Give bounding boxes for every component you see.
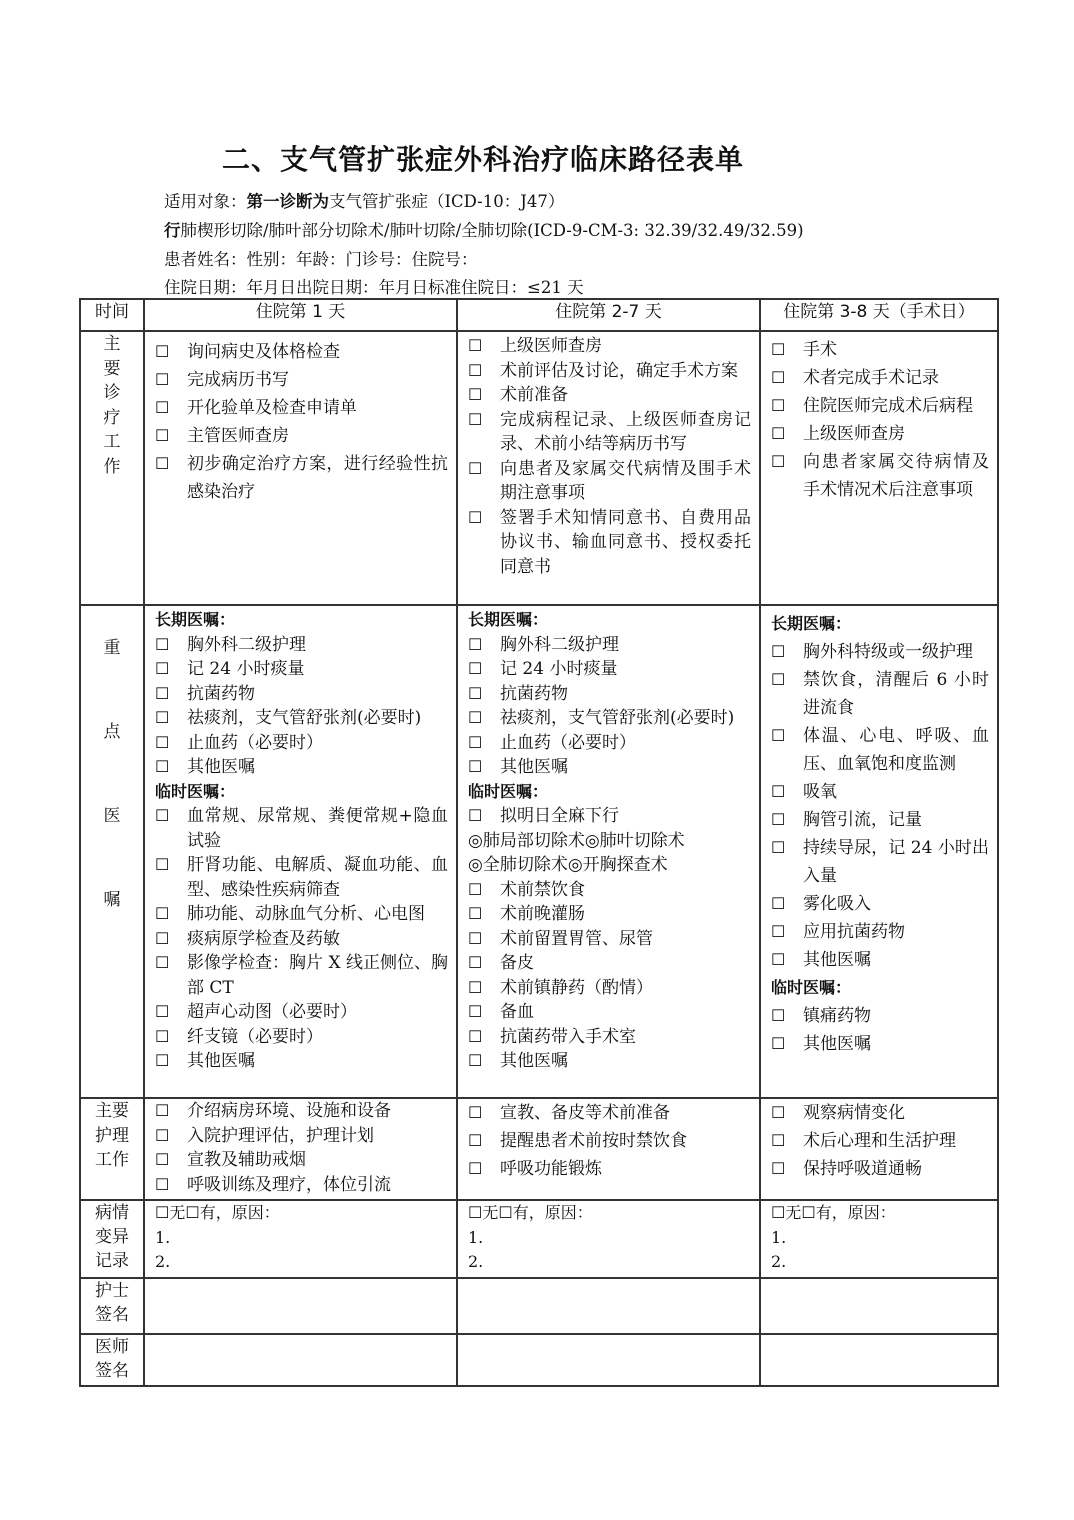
item-text: 其他医嘱: [500, 757, 568, 777]
doctor-sign-row: [80, 1334, 998, 1386]
checkbox-icon[interactable]: ☐: [155, 904, 170, 923]
item-text: 超声心动图（必要时）: [187, 1002, 357, 1022]
checkbox-icon[interactable]: ☐: [155, 426, 170, 445]
list-item: [155, 755, 448, 780]
item-text: 术后心理和生活护理: [803, 1131, 956, 1151]
item-text: 肺功能、动脉血气分析、心电图: [187, 904, 425, 924]
orders-day2-7: [457, 605, 760, 1098]
list-item: [155, 657, 448, 682]
item-text: 禁饮食，清醒后 6 小时进流食: [803, 670, 989, 718]
checkbox-icon[interactable]: ☐: [468, 458, 483, 478]
list-item: [468, 1025, 751, 1050]
item-text: 胸外科二级护理: [500, 634, 619, 655]
nursing-day2-7: [457, 1098, 760, 1200]
checkbox-icon[interactable]: ☐: [468, 336, 483, 355]
checkbox-icon[interactable]: ☐: [771, 726, 786, 745]
list-item: [468, 359, 751, 384]
item-text: 术前禁饮食: [500, 879, 585, 900]
variation-day1: [144, 1200, 457, 1278]
item-text: 保持呼吸道通畅: [803, 1159, 922, 1179]
orders-day1: [144, 605, 457, 1098]
item-text: 宣教及辅助戒烟: [187, 1150, 306, 1170]
item-text: 询问病史及体格检查: [187, 342, 340, 362]
checkbox-icon[interactable]: ☐: [155, 659, 170, 678]
nurse-sign-day2-7[interactable]: [457, 1278, 760, 1334]
checkbox-icon[interactable]: ☐: [155, 1125, 170, 1145]
reason-1: 1.: [468, 1227, 484, 1247]
checkbox-icon[interactable]: ☐: [468, 1026, 483, 1046]
list-item: [771, 722, 989, 778]
checkbox-icon[interactable]: ☐: [468, 659, 483, 678]
list-item: [771, 1030, 989, 1058]
item-text: 雾化吸入: [803, 894, 871, 914]
temporary-orders-label: 临时医嘱：: [468, 781, 549, 801]
procedure-text: 肺楔形切除/肺叶部分切除术/肺叶切除/全肺切除(ICD-9-CM-3: 32.39/32.49/32.59): [180, 221, 804, 240]
item-text: 应用抗菌药物: [803, 922, 905, 942]
checkbox-icon[interactable]: ☐: [771, 1006, 786, 1025]
item-text: 记 24 小时痰量: [500, 659, 618, 679]
item-text: 备血: [500, 1002, 534, 1022]
list-item: [155, 1025, 448, 1050]
list-item: [771, 336, 989, 364]
checkbox-icon[interactable]: ☐: [771, 1159, 786, 1178]
list-item: [155, 902, 448, 927]
item-text: 胸外科特级或一级护理: [803, 642, 973, 662]
list-item: [468, 951, 751, 976]
checkbox-icon[interactable]: ☐: [468, 360, 483, 380]
doctor-sign-day1[interactable]: [144, 1334, 457, 1386]
item-text: 提醒患者术前按时禁饮食: [500, 1131, 687, 1151]
list-item: [468, 878, 751, 903]
checkbox-icon[interactable]: ☐: [771, 922, 786, 941]
list-item: [771, 364, 989, 392]
nurse-sign-day3-8[interactable]: [760, 1278, 998, 1334]
checkbox-icon[interactable]: ☐: [155, 1101, 170, 1120]
list-item: [155, 1124, 448, 1149]
item-text: 镇痛药物: [803, 1006, 871, 1026]
checkbox-icon[interactable]: ☐: [155, 953, 170, 972]
list-item: [155, 1049, 448, 1074]
item-text: 体温、心电、呼吸、血压、血氧饱和度监测: [803, 726, 989, 774]
item-text: 术前镇静药（酌情）: [500, 977, 653, 998]
checkbox-icon[interactable]: ☐: [155, 806, 170, 825]
header-day3-8: 住院第 3-8 天（手术日）: [760, 299, 998, 331]
doctor-sign-day2-7[interactable]: [457, 1334, 760, 1386]
list-item: [155, 853, 448, 902]
checkbox-icon[interactable]: ☐: [155, 454, 170, 473]
list-item: [771, 834, 989, 890]
list-item: [771, 890, 989, 918]
row-label-variation: 病情变异记录: [80, 1200, 144, 1278]
reason-1: 1.: [155, 1227, 171, 1247]
checkbox-icon[interactable]: ☐: [155, 757, 170, 776]
reason-2: 2.: [468, 1252, 484, 1271]
item-text: 持续导尿，记 24 小时出入量: [803, 838, 989, 886]
list-item: [155, 706, 448, 731]
nursing-day1: [144, 1098, 457, 1200]
list-item: [468, 408, 751, 457]
list-item: [155, 1000, 448, 1025]
item-text: 术前准备: [500, 385, 568, 405]
clinical-pathway-table: [79, 298, 999, 1387]
item-text: 抗菌药带入手术室: [500, 1026, 636, 1047]
item-text: 抗菌药物: [187, 683, 255, 704]
checkbox-icon[interactable]: ☐: [468, 928, 483, 948]
list-item: [155, 951, 448, 1000]
checkbox-icon[interactable]: ☐: [771, 368, 786, 387]
list-item: [155, 731, 448, 756]
temporary-orders-label: 临时医嘱：: [155, 781, 236, 801]
item-text: 住院医师完成术后病程: [803, 396, 973, 416]
long-term-orders-label: 长期医嘱：: [155, 610, 236, 629]
list-item: [155, 682, 448, 707]
item-text: 手术: [803, 340, 837, 360]
variation-options: ☐无☐有，原因：: [155, 1203, 280, 1222]
checkbox-icon[interactable]: ☐: [468, 385, 483, 404]
row-label-nursing: 主要护理工作: [80, 1098, 144, 1200]
checkbox-icon[interactable]: ☐: [468, 977, 483, 997]
checkbox-icon[interactable]: ☐: [468, 1131, 483, 1150]
list-item: [468, 731, 751, 756]
variation-options: ☐无☐有，原因：: [468, 1203, 593, 1222]
item-text: 纤支镜（必要时）: [187, 1026, 323, 1047]
row-label-main-work: 主要诊疗工作: [80, 331, 144, 605]
nursing-day3-8: [760, 1098, 998, 1200]
list-item: [771, 806, 989, 834]
procedure-line: [164, 217, 804, 241]
checkbox-icon[interactable]: ☐: [771, 396, 786, 415]
list-item: [468, 1127, 751, 1155]
applicable-target-line: [164, 188, 564, 212]
nurse-sign-row: [80, 1278, 998, 1334]
checkbox-icon[interactable]: ☐: [771, 340, 786, 359]
item-text: 入院护理评估，护理计划: [187, 1125, 374, 1146]
item-text: 主管医师查房: [187, 426, 289, 446]
checkbox-icon[interactable]: ☐: [468, 1002, 483, 1021]
page-title: 二、支气管扩张症外科治疗临床路径表单: [222, 143, 745, 176]
diagnosis-text: 支气管扩张症（ICD-10：J47）: [329, 192, 565, 211]
item-text: 术前评估及讨论，确定手术方案: [500, 360, 738, 381]
checkbox-icon[interactable]: ☐: [771, 950, 786, 969]
orders-row: [80, 605, 998, 1098]
item-text: 其他医嘱: [187, 757, 255, 777]
list-item: [468, 976, 751, 1001]
item-text: 胸外科二级护理: [187, 634, 306, 655]
header-time: 时间: [80, 299, 144, 331]
list-item: [155, 450, 448, 506]
checkbox-icon[interactable]: ☐: [468, 708, 483, 727]
list-item: [468, 334, 751, 359]
checkbox-icon[interactable]: ☐: [771, 452, 786, 471]
list-item: [771, 1002, 989, 1030]
list-item: [468, 706, 751, 731]
list-item: [468, 1099, 751, 1127]
item-text: 肝肾功能、电解质、凝血功能、血型、感染性疾病筛查: [187, 855, 448, 900]
checkbox-icon[interactable]: ☐: [468, 1103, 483, 1122]
checkbox-icon[interactable]: ☐: [771, 642, 786, 661]
row-label-orders: 重点医嘱: [80, 605, 144, 1098]
reason-2: 2.: [155, 1252, 171, 1271]
item-text: 呼吸功能锻炼: [500, 1159, 602, 1179]
item-text: 影像学检查：胸片 X 线正侧位、胸部 CT: [187, 953, 448, 998]
list-item: [155, 804, 448, 853]
item-text: 术前晚灌肠: [500, 904, 585, 924]
list-item: [468, 1000, 751, 1025]
list-item: [468, 755, 751, 780]
list-item: [771, 1127, 989, 1155]
list-item: [155, 394, 448, 422]
checkbox-icon[interactable]: ☐: [155, 1150, 170, 1169]
item-text: 术者完成手术记录: [803, 368, 939, 388]
checkbox-icon[interactable]: ☐: [468, 953, 483, 972]
checkbox-icon[interactable]: ☐: [771, 1103, 786, 1122]
checkbox-icon[interactable]: ☐: [155, 683, 170, 703]
checkbox-icon: ☐: [468, 806, 483, 825]
nursing-row: [80, 1098, 998, 1200]
list-item: [771, 1155, 989, 1183]
item-text: 宣教、备皮等术前准备: [500, 1103, 670, 1123]
item-text: 完成病程记录、上级医师查房记录、术前小结等病历书写: [500, 409, 751, 454]
list-item: [155, 633, 448, 658]
checkbox-icon[interactable]: ☐: [771, 810, 786, 829]
header-day2-7: 住院第 2-7 天: [457, 299, 760, 331]
checkbox-icon[interactable]: ☐: [155, 1026, 170, 1046]
list-item: [468, 927, 751, 952]
list-item: [771, 392, 989, 420]
reason-1: 1.: [771, 1227, 787, 1247]
list-item: [468, 633, 751, 658]
temporary-orders-label: 临时医嘱：: [771, 978, 852, 997]
list-item: [468, 383, 751, 408]
list-item: [468, 804, 751, 829]
reason-2: 2.: [771, 1252, 787, 1271]
checkbox-icon[interactable]: ☐: [155, 732, 170, 752]
item-text: 向患者家属交待病情及手术情况术后注意事项: [803, 452, 989, 500]
checkbox-icon[interactable]: ☐: [468, 904, 483, 923]
row-label-doctor-sign: 医师签名: [80, 1334, 144, 1386]
item-text: 备皮: [500, 953, 534, 973]
checkbox-icon[interactable]: ☐: [155, 928, 170, 948]
list-item: [771, 918, 989, 946]
orders-day3-8: [760, 605, 998, 1098]
main-work-row: [80, 331, 998, 605]
row-label-nurse-sign: 护士签名: [80, 1278, 144, 1334]
checkbox-icon[interactable]: ☐: [468, 757, 483, 776]
surgery-option: ◎肺局部切除术◎肺叶切除术: [468, 830, 685, 851]
header-day1: 住院第 1 天: [144, 299, 457, 331]
item-text: 呼吸训练及理疗，体位引流: [187, 1174, 391, 1195]
checkbox-icon[interactable]: ☐: [771, 670, 786, 689]
list-item: [771, 778, 989, 806]
list-item: [468, 1049, 751, 1074]
variation-row: [80, 1200, 998, 1278]
main-work-day3-8: [760, 331, 998, 605]
variation-day3-8: [760, 1200, 998, 1278]
item-text: 止血药（必要时）: [500, 732, 636, 753]
list-item: [468, 657, 751, 682]
long-term-orders-label: 长期医嘱：: [468, 610, 549, 629]
variation-day2-7: [457, 1200, 760, 1278]
list-item: [155, 366, 448, 394]
doctor-sign-day3-8[interactable]: [760, 1334, 998, 1386]
item-text: 其他医嘱: [187, 1051, 255, 1071]
checkbox-icon[interactable]: ☐: [155, 1051, 170, 1070]
list-item: [468, 902, 751, 927]
variation-options: ☐无☐有，原因：: [771, 1203, 896, 1222]
checkbox-icon[interactable]: ☐: [468, 732, 483, 752]
long-term-orders-label: 长期医嘱：: [771, 614, 852, 633]
checkbox-icon[interactable]: ☐: [155, 634, 170, 654]
checkbox-icon[interactable]: ☐: [468, 1051, 483, 1070]
item-text: 其他医嘱: [803, 1034, 871, 1054]
list-item: [468, 682, 751, 707]
item-text: 向患者及家属交代病情及围手术期注意事项: [500, 458, 751, 503]
list-item: [468, 1155, 751, 1183]
item-text: 祛痰剂，支气管舒张剂(必要时): [187, 708, 422, 728]
checkbox-icon[interactable]: ☐: [155, 855, 170, 874]
checkbox-icon[interactable]: ☐: [771, 424, 786, 443]
list-item: [155, 1148, 448, 1173]
checkbox-icon[interactable]: ☐: [771, 838, 786, 857]
main-work-day2-7: [457, 331, 760, 605]
list-item: [771, 448, 989, 504]
checkbox-icon[interactable]: ☐: [468, 1159, 483, 1178]
list-item: [155, 927, 448, 952]
list-item: [155, 1099, 448, 1124]
admission-date-line: 住院日期：年月日出院日期：年月日标准住院日：≤21 天: [164, 278, 584, 297]
item-text: 吸氧: [803, 782, 837, 802]
item-text: 止血药（必要时）: [187, 732, 323, 753]
checkbox-icon[interactable]: ☐: [155, 1002, 170, 1021]
procedure-prefix: 行: [164, 221, 181, 240]
item-text: 胸管引流，记量: [803, 810, 922, 830]
list-item: [468, 457, 751, 506]
list-item: [468, 506, 751, 580]
item-text: 初步确定治疗方案，进行经验性抗感染治疗: [187, 454, 448, 502]
header-row: [80, 299, 998, 331]
item-text: 抗菌药物: [500, 683, 568, 704]
main-work-day1: [144, 331, 457, 605]
item-text: 痰病原学检查及药敏: [187, 928, 340, 949]
checkbox-icon[interactable]: ☐: [468, 879, 483, 899]
list-item: [155, 1173, 448, 1198]
checkbox-icon[interactable]: ☐: [771, 894, 786, 913]
item-text: 上级医师查房: [803, 424, 905, 444]
checkbox-icon[interactable]: ☐: [771, 1131, 786, 1150]
list-item: [771, 666, 989, 722]
checkbox-icon[interactable]: ☐: [468, 507, 483, 527]
patient-info-line: 患者姓名：性别：年龄：门诊号：住院号：: [164, 250, 478, 269]
applicable-prefix: 适用对象：: [164, 192, 247, 211]
first-diagnosis-label: 第一诊断为: [246, 192, 329, 211]
checkbox-icon[interactable]: ☐: [155, 708, 170, 727]
checkbox-icon[interactable]: ☐: [155, 1174, 170, 1194]
list-item: [771, 420, 989, 448]
item-text: 介绍病房环境、设施和设备: [187, 1101, 391, 1121]
item-text: 其他医嘱: [500, 1051, 568, 1071]
item-text: 祛痰剂，支气管舒张剂(必要时): [500, 708, 735, 728]
list-item: [155, 422, 448, 450]
checkbox-icon[interactable]: ☐: [771, 782, 786, 801]
checkbox-icon[interactable]: ☐: [155, 370, 170, 389]
item-text: 上级医师查房: [500, 336, 602, 356]
list-item: [771, 1099, 989, 1127]
item-text: 签署手术知情同意书、自费用品协议书、输血同意书、授权委托同意书: [500, 507, 751, 577]
checkbox-icon[interactable]: ☐: [468, 683, 483, 703]
surgery-option: ◎全肺切除术◎开胸探查术: [468, 855, 668, 875]
item-text: 血常规、尿常规、粪便常规+隐血试验: [187, 806, 448, 851]
item-text: 其他医嘱: [803, 950, 871, 970]
item-text: 记 24 小时痰量: [187, 659, 305, 679]
checkbox-icon[interactable]: ☐: [468, 634, 483, 654]
item-text: 完成病历书写: [187, 370, 289, 390]
list-item: [155, 338, 448, 366]
list-item: [771, 638, 989, 666]
checkbox-icon[interactable]: ☐: [468, 409, 483, 429]
list-item: [771, 946, 989, 974]
item-text: 开化验单及检查申请单: [187, 398, 357, 418]
item-text: 观察病情变化: [803, 1103, 905, 1123]
nurse-sign-day1[interactable]: [144, 1278, 457, 1334]
checkbox-icon[interactable]: ☐: [771, 1034, 786, 1053]
item-text: 术前留置胃管、尿管: [500, 928, 653, 949]
item-text: 拟明日全麻下行: [500, 806, 619, 826]
checkbox-icon[interactable]: ☐: [155, 342, 170, 361]
checkbox-icon[interactable]: ☐: [155, 398, 170, 417]
